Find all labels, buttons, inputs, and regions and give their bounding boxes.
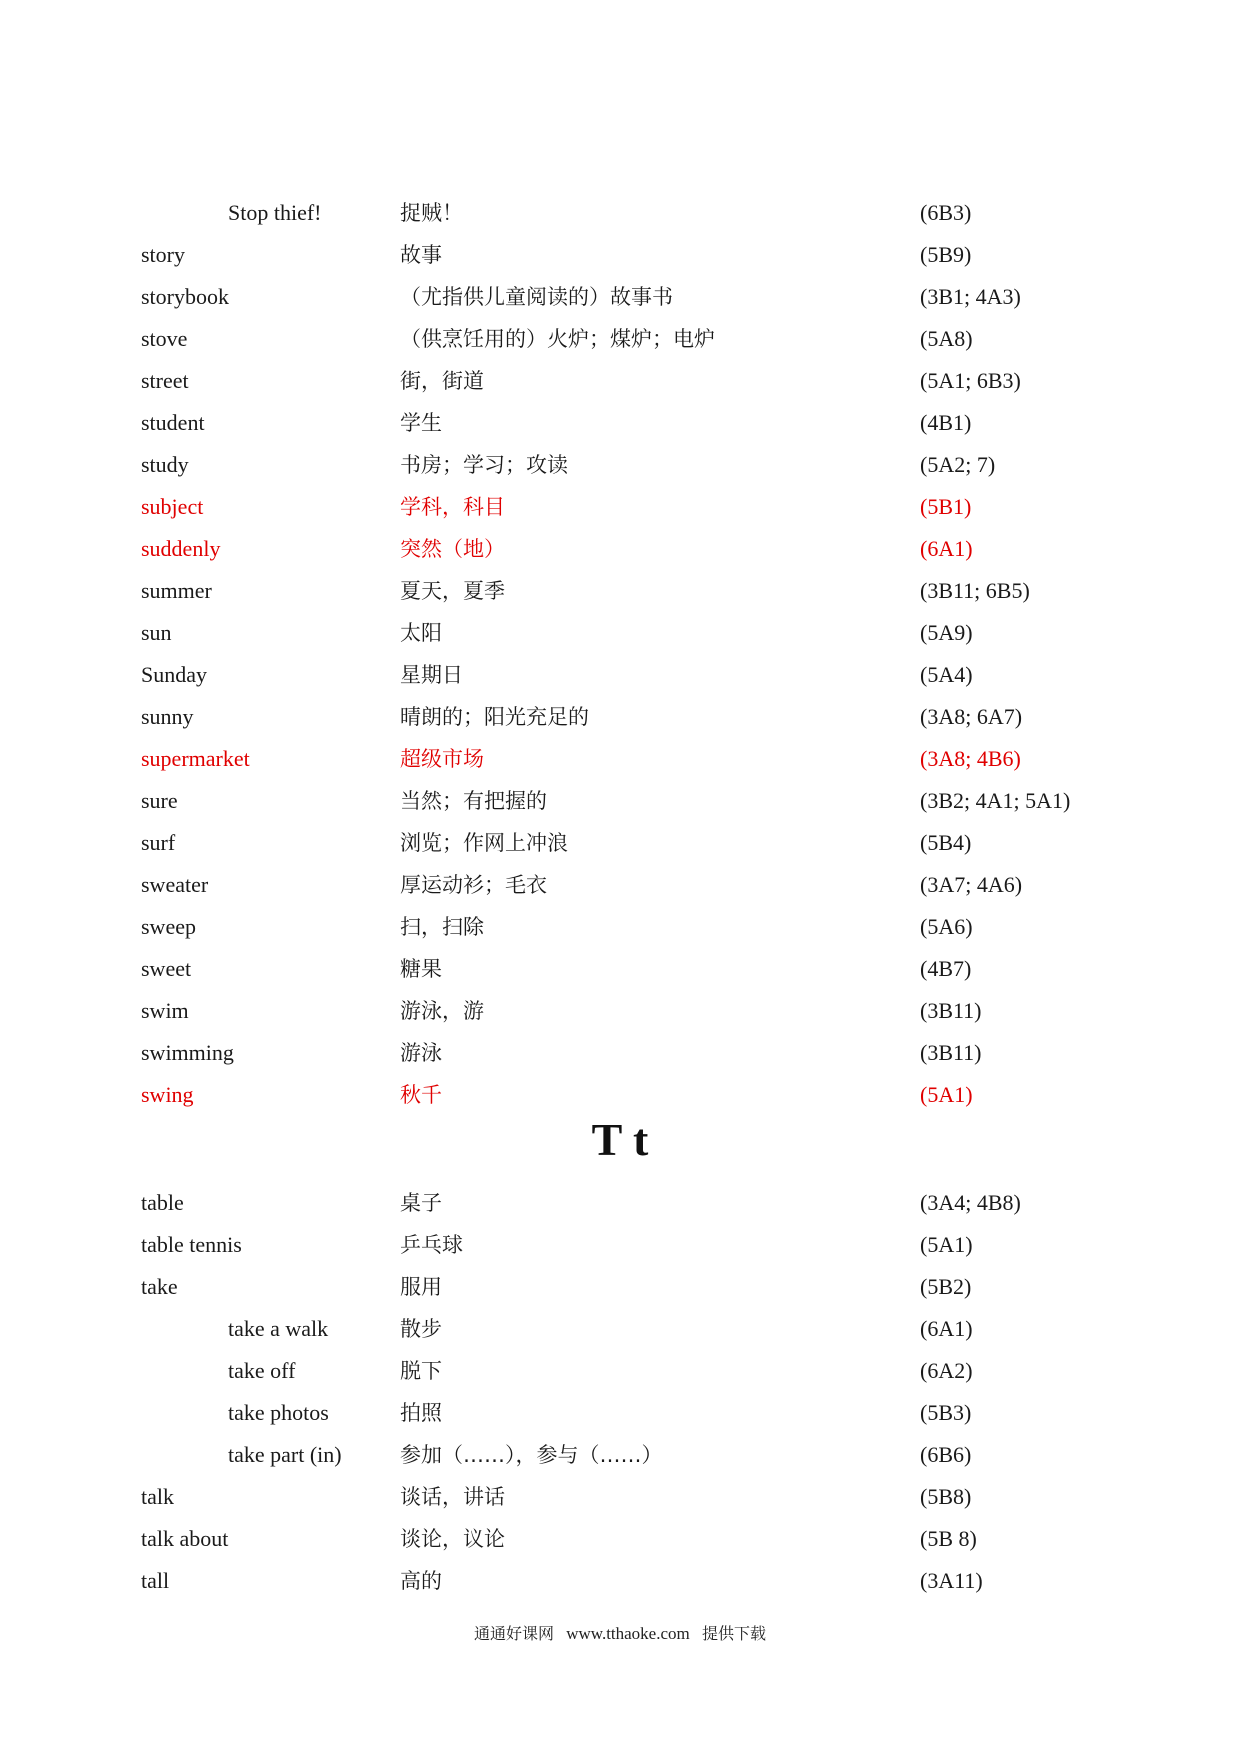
entry-word: take a walk: [228, 1316, 329, 1341]
entry-meaning: 厚运动衫；毛衣: [400, 873, 547, 897]
entry-meaning: 太阳: [400, 621, 442, 645]
entry-unit-ref: (6A1): [920, 1316, 973, 1341]
entry-unit-ref: (3B2; 4A1; 5A1): [920, 788, 1071, 813]
vocab-entry: [0, 1309, 1240, 1349]
entry-meaning: 桌子: [400, 1191, 442, 1215]
entry-unit-ref: (3A8; 6A7): [920, 704, 1023, 729]
entry-word: take: [141, 1274, 178, 1299]
entry-word: summer: [141, 578, 212, 603]
entry-word: table: [141, 1190, 184, 1215]
entry-word: talk: [141, 1484, 174, 1509]
entry-word: storybook: [141, 284, 229, 309]
entry-unit-ref: (5B 8): [920, 1526, 977, 1551]
entry-word: talk about: [141, 1526, 229, 1551]
entry-word: supermarket: [141, 746, 250, 771]
entry-unit-ref: (5B9): [920, 242, 972, 267]
vocab-entry: [0, 655, 1240, 695]
entry-meaning: 超级市场: [400, 747, 484, 771]
entry-meaning: 游泳: [400, 1041, 442, 1065]
entry-meaning: 脱下: [400, 1359, 442, 1383]
entry-unit-ref: (5A1): [920, 1082, 973, 1107]
entry-meaning: 乒乓球: [400, 1233, 463, 1257]
entry-meaning: 晴朗的；阳光充足的: [400, 705, 589, 729]
entry-meaning: 街，街道: [400, 369, 484, 393]
vocab-entry-highlighted: [0, 1075, 1240, 1115]
entry-word: swimming: [141, 1040, 234, 1065]
entry-meaning: 谈论，议论: [400, 1527, 505, 1551]
vocab-entry: [0, 193, 1240, 233]
entry-word: swim: [141, 998, 189, 1023]
entry-unit-ref: (6A2): [920, 1358, 973, 1383]
entry-word: tall: [141, 1568, 170, 1593]
entry-unit-ref: (5B3): [920, 1400, 972, 1425]
entry-word: Stop thief!: [228, 200, 322, 225]
vocab-entry: [0, 1477, 1240, 1517]
entry-unit-ref: (5B4): [920, 830, 972, 855]
vocab-entry-highlighted: [0, 487, 1240, 527]
entry-meaning: 学生: [400, 411, 442, 435]
entry-meaning: 散步: [400, 1317, 442, 1341]
vocab-entry: [0, 613, 1240, 653]
vocab-entry: [0, 445, 1240, 485]
entry-unit-ref: (3A8; 4B6): [920, 746, 1021, 771]
entry-meaning: 扫，扫除: [400, 915, 484, 939]
entry-meaning: 当然；有把握的: [400, 789, 547, 813]
entry-meaning: 参加（……），参与（……）: [400, 1443, 663, 1467]
entry-unit-ref: (5B8): [920, 1484, 972, 1509]
entry-word: take off: [228, 1358, 296, 1383]
vocab-entry: [0, 991, 1240, 1031]
entry-word: sure: [141, 788, 178, 813]
vocab-entry: [0, 781, 1240, 821]
vocab-entry: [0, 1225, 1240, 1265]
entry-unit-ref: (3B11): [920, 998, 982, 1023]
vocab-entry: [0, 1183, 1240, 1223]
entry-meaning: 故事: [400, 243, 442, 267]
vocab-entry: [0, 1033, 1240, 1073]
entry-word: take part (in): [228, 1442, 342, 1467]
entry-meaning: 浏览；作网上冲浪: [400, 831, 568, 855]
entry-meaning: 游泳，游: [400, 999, 484, 1023]
entry-word: take photos: [228, 1400, 329, 1425]
vocab-entry-highlighted: [0, 529, 1240, 569]
entry-unit-ref: (5A1; 6B3): [920, 368, 1021, 393]
vocab-entry: [0, 865, 1240, 905]
section-letter-heading: T t: [591, 1114, 649, 1165]
entry-unit-ref: (5B1): [920, 494, 972, 519]
entry-meaning: 拍照: [400, 1401, 442, 1425]
vocab-entry-highlighted: [0, 739, 1240, 779]
entry-meaning: 书房；学习；攻读: [400, 453, 568, 477]
entry-meaning: （尤指供儿童阅读的）故事书: [400, 285, 673, 309]
entry-unit-ref: (3A11): [920, 1568, 983, 1593]
entry-unit-ref: (5A9): [920, 620, 973, 645]
entry-meaning: 高的: [400, 1569, 442, 1593]
entry-word: Sunday: [141, 662, 207, 687]
entry-word: story: [141, 242, 185, 267]
footer-url-link[interactable]: www.tthaoke.com: [566, 1624, 690, 1643]
entry-word: sweater: [141, 872, 209, 897]
entry-meaning: 星期日: [400, 663, 463, 687]
vocab-entry: [0, 1519, 1240, 1559]
entry-unit-ref: (6B3): [920, 200, 972, 225]
entry-meaning: 秋千: [400, 1083, 442, 1107]
vocab-entry: [0, 1351, 1240, 1391]
vocab-entry: [0, 361, 1240, 401]
entry-word: suddenly: [141, 536, 221, 561]
entry-meaning: 学科，科目: [400, 495, 505, 519]
entry-word: surf: [141, 830, 176, 855]
vocab-entry: [0, 1561, 1240, 1601]
entry-meaning: （供烹饪用的）火炉；煤炉；电炉: [400, 327, 715, 351]
entry-unit-ref: (5A1): [920, 1232, 973, 1257]
page-footer: [0, 1620, 1240, 1648]
entry-unit-ref: (4B7): [920, 956, 972, 981]
vocab-entry: [0, 571, 1240, 611]
entry-word: sun: [141, 620, 172, 645]
footer-suffix: 提供下载: [702, 1624, 767, 1643]
footer-site-name: 通通好课网: [473, 1624, 554, 1643]
entry-meaning: 谈话，讲话: [400, 1485, 505, 1509]
vocab-entry: [0, 697, 1240, 737]
entry-unit-ref: (5B2): [920, 1274, 972, 1299]
entry-unit-ref: (3A7; 4A6): [920, 872, 1023, 897]
entry-word: street: [141, 368, 189, 393]
entry-meaning: 糖果: [400, 957, 442, 981]
entry-word: sweep: [141, 914, 196, 939]
vocab-entry: [0, 1393, 1240, 1433]
vocab-entry: [0, 1267, 1240, 1307]
entry-word: student: [141, 410, 205, 435]
entry-unit-ref: (5A6): [920, 914, 973, 939]
entry-word: study: [141, 452, 189, 477]
entry-word: stove: [141, 326, 188, 351]
vocab-entry: [0, 949, 1240, 989]
entry-unit-ref: (3A4; 4B8): [920, 1190, 1021, 1215]
vocab-entry: [0, 1435, 1240, 1475]
entry-unit-ref: (5A8): [920, 326, 973, 351]
entry-unit-ref: (5A2; 7): [920, 452, 996, 477]
entry-unit-ref: (3B11; 6B5): [920, 578, 1030, 603]
entry-unit-ref: (6A1): [920, 536, 973, 561]
entry-word: swing: [141, 1082, 194, 1107]
entry-meaning: 捉贼！: [400, 201, 463, 225]
entry-unit-ref: (5A4): [920, 662, 973, 687]
vocab-entry: [0, 403, 1240, 443]
vocab-entry: [0, 235, 1240, 275]
entry-meaning: 突然（地）: [400, 537, 505, 561]
entry-word: table tennis: [141, 1232, 242, 1257]
entry-meaning: 夏天，夏季: [400, 579, 505, 603]
entry-word: sweet: [141, 956, 192, 981]
entry-unit-ref: (3B11): [920, 1040, 982, 1065]
entry-unit-ref: (3B1; 4A3): [920, 284, 1021, 309]
entry-unit-ref: (6B6): [920, 1442, 972, 1467]
vocab-entry: [0, 823, 1240, 863]
entry-word: sunny: [141, 704, 194, 729]
entry-unit-ref: (4B1): [920, 410, 972, 435]
vocab-entry: [0, 319, 1240, 359]
vocab-entry: [0, 907, 1240, 947]
vocab-entry: [0, 277, 1240, 317]
entry-meaning: 服用: [400, 1275, 442, 1299]
entry-word: subject: [141, 494, 204, 519]
